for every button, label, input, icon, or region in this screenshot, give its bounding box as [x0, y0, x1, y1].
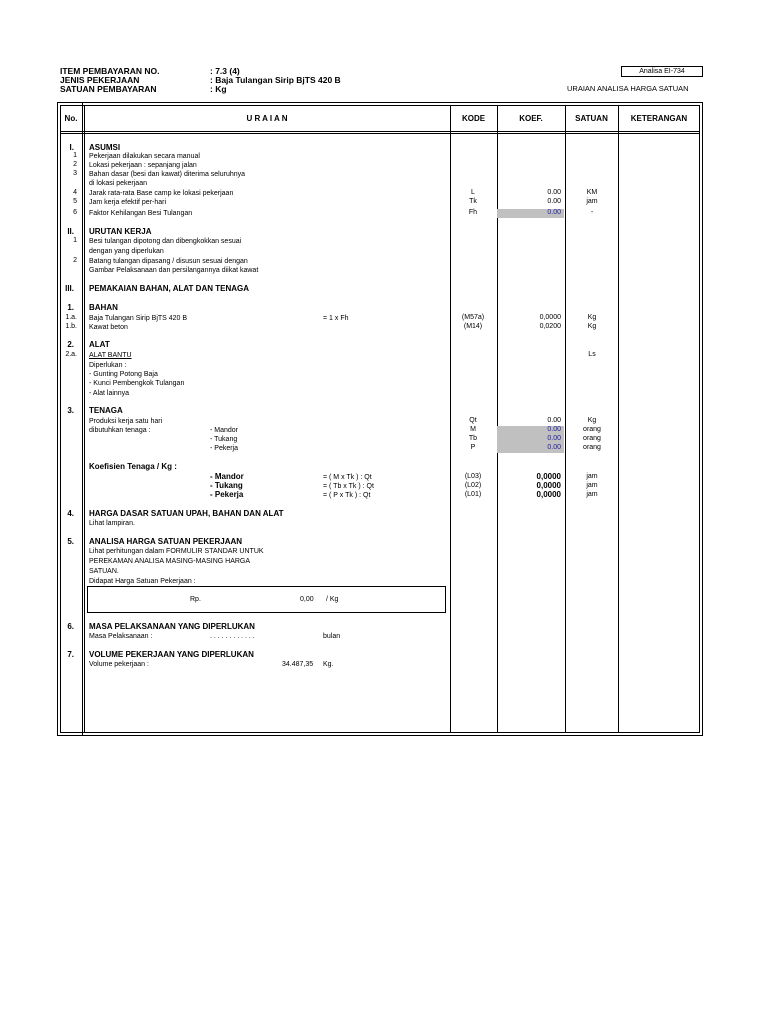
- alat-text: Diperlukan :: [89, 362, 127, 369]
- col-header-kode: KODE: [461, 114, 486, 123]
- koef-cell: 0,0200: [539, 323, 561, 330]
- koef-cell: 0.00: [547, 426, 561, 433]
- asumsi-text: di lokasi pekerjaan: [89, 180, 147, 187]
- asumsi-text: Faktor Kehilangan Besi Tulangan: [89, 210, 193, 217]
- row-number: 2: [73, 257, 77, 264]
- section-title-volume: VOLUME PEKERJAAN YANG DIPERLUKAN: [89, 650, 254, 659]
- row-number: 1.a.: [65, 314, 77, 321]
- asumsi-text: Bahan dasar (besi dan kawat) diterima seluruhnya: [89, 171, 246, 178]
- col-header-keterangan: KETERANGAN: [630, 114, 688, 123]
- section-number: II.: [67, 227, 74, 236]
- asumsi-text: Jarak rata-rata Base camp ke lokasi pekerjaan: [89, 190, 234, 197]
- masa-dots: . . . . . . . . . . . .: [210, 633, 255, 640]
- col-header-no: No.: [64, 114, 78, 123]
- kode-cell: (M57a): [461, 314, 485, 321]
- koef-cell: 0,0000: [539, 314, 561, 321]
- kode-cell: (L01): [464, 491, 482, 498]
- row-number: 2: [73, 161, 77, 168]
- alat-text: - Kunci Pembengkok Tulangan: [89, 380, 185, 387]
- section-title-asumsi: ASUMSI: [89, 143, 121, 152]
- section-number: 2.: [67, 340, 74, 349]
- jenis-pekerjaan-value: : Baja Tulangan Sirip BjTS 420 B: [210, 75, 341, 85]
- section-number: 4.: [67, 509, 74, 518]
- satuan-cell: Kg: [587, 323, 597, 330]
- section-number: 1.: [67, 303, 74, 312]
- koef-worker-name: - Tukang: [210, 481, 243, 490]
- col-header-uraian: U R A I A N: [246, 114, 288, 123]
- section-title-tenaga: TENAGA: [89, 406, 123, 415]
- section-title-urutan-kerja: URUTAN KERJA: [89, 227, 152, 236]
- worker-name: - Pekerja: [210, 445, 239, 452]
- item-pembayaran-label: ITEM PEMBAYARAN NO.: [60, 66, 160, 76]
- koef-formula: = ( Tb x Tk ) : Qt: [323, 483, 374, 490]
- dibutuhkan-text: dibutuhkan tenaga :: [89, 427, 151, 434]
- analysis-code-box: Analisa EI-734: [621, 66, 703, 77]
- koef-cell: 0.00: [547, 198, 561, 205]
- koef-cell: 0.00: [547, 209, 561, 216]
- kode-cell: Fh: [468, 209, 478, 216]
- kode-cell: M: [470, 426, 476, 433]
- column-divider: [84, 105, 85, 733]
- satuan-pembayaran-value: : Kg: [210, 84, 227, 94]
- satuan-cell: -: [590, 209, 594, 216]
- section-title-pemakaian: PEMAKAIAN BAHAN, ALAT DAN TENAGA: [89, 284, 249, 293]
- jenis-pekerjaan-label: JENIS PEKERJAAN: [60, 75, 140, 85]
- analisa-text: PEREKAMAN ANALISA MASING-MASING HARGA: [89, 558, 251, 565]
- koef-formula: = ( P x Tk ) : Qt: [323, 492, 371, 499]
- col-header-koef: KOEF.: [519, 114, 543, 123]
- asumsi-text: Jam kerja efektif per-hari: [89, 199, 167, 206]
- satuan-cell: jam: [586, 473, 598, 480]
- asumsi-text: Lokasi pekerjaan : sepanjang jalan: [89, 162, 197, 169]
- column-divider: [82, 102, 83, 736]
- koef-formula: = ( M x Tk ) : Qt: [323, 474, 372, 481]
- kode-cell: P: [470, 444, 476, 451]
- satuan-cell: orang: [583, 426, 601, 433]
- koef-cell: 0,0000: [536, 490, 561, 499]
- satuan-cell: Kg: [587, 314, 597, 321]
- analisa-text: Didapat Harga Satuan Pekerjaan :: [89, 578, 196, 585]
- satuan-cell: orang: [583, 435, 601, 442]
- section-title-masa: MASA PELAKSANAAN YANG DIPERLUKAN: [89, 622, 255, 631]
- worker-name: - Mandor: [210, 427, 239, 434]
- asumsi-text: Pekerjaan dilakukan secara manual: [89, 153, 200, 160]
- section-number: 5.: [67, 537, 74, 546]
- koef-worker-name: - Mandor: [210, 472, 244, 481]
- satuan-pembayaran-label: SATUAN PEMBAYARAN: [60, 84, 157, 94]
- bahan-formula: = 1 x Fh: [323, 315, 349, 322]
- urutan-text: Batang tulangan dipasang / disusun sesuai dengan: [89, 258, 248, 265]
- section-number: I.: [69, 143, 74, 152]
- satuan-cell: Ls: [588, 351, 596, 358]
- worker-name: - Tukang: [210, 436, 238, 443]
- rp-label: Rp.: [190, 596, 201, 603]
- alat-bantu-name: ALAT BANTU: [89, 352, 132, 359]
- koef-cell: 0.00: [547, 435, 561, 442]
- urutan-text: dengan yang diperlukan: [89, 248, 164, 255]
- section-title-bahan: BAHAN: [89, 303, 118, 312]
- section-number: III.: [65, 284, 74, 293]
- koefisien-tenaga-title: Koefisien Tenaga / Kg :: [89, 462, 177, 471]
- koef-cell: 0,0000: [536, 481, 561, 490]
- urutan-text: Gambar Pelaksanaan dan persilangannya diikat kawat: [89, 267, 259, 274]
- row-number: 2.a.: [65, 351, 77, 358]
- document-subtitle: URAIAN ANALISA HARGA SATUAN: [567, 84, 689, 93]
- section-number: 7.: [67, 650, 74, 659]
- koef-cell: 0,0000: [536, 472, 561, 481]
- section-title-harga-dasar: HARGA DASAR SATUAN UPAH, BAHAN DAN ALAT: [89, 509, 284, 518]
- row-number: 5: [73, 198, 77, 205]
- analisa-text: Lihat perhitungan dalam FORMULIR STANDAR UNTUK: [89, 548, 264, 555]
- row-number: 4: [73, 189, 77, 196]
- satuan-cell: orang: [583, 444, 601, 451]
- urutan-text: Besi tulangan dipotong dan dibengkokkan sesuai: [89, 238, 242, 245]
- harga-satuan-box: [87, 586, 446, 613]
- satuan-cell: jam: [586, 491, 598, 498]
- masa-label: Masa Pelaksanaan :: [89, 633, 153, 640]
- column-divider: [618, 105, 619, 733]
- koef-worker-name: - Pekerja: [210, 490, 244, 499]
- header-divider: [60, 131, 700, 132]
- section-title-alat: ALAT: [89, 340, 110, 349]
- harga-dasar-text: Lihat lampiran.: [89, 520, 135, 527]
- item-pembayaran-value: : 7.3 (4): [210, 66, 240, 76]
- section-title-analisa: ANALISA HARGA SATUAN PEKERJAAN: [89, 537, 243, 546]
- produksi-text: Produksi kerja satu hari: [89, 418, 163, 425]
- kode-cell: L: [471, 189, 475, 196]
- row-number: 6: [73, 209, 77, 216]
- row-number: 1: [73, 152, 77, 159]
- row-number: 1.b.: [65, 323, 77, 330]
- kode-cell: (L03): [464, 473, 482, 480]
- satuan-cell: Kg: [587, 417, 597, 424]
- kode-cell: Qt: [469, 417, 477, 424]
- col-header-satuan: SATUAN: [575, 114, 608, 123]
- kode-cell: Tk: [469, 198, 477, 205]
- harga-satuan-unit: / Kg: [326, 596, 339, 603]
- section-number: 6.: [67, 622, 74, 631]
- bahan-text: Baja Tulangan Sirip BjTS 420 B: [89, 315, 188, 322]
- kode-cell: (M14): [463, 323, 483, 330]
- kode-cell: Tb: [468, 435, 478, 442]
- volume-label: Volume pekerjaan :: [89, 661, 149, 668]
- bahan-text: Kawat beton: [89, 324, 128, 331]
- volume-unit: Kg.: [323, 661, 334, 668]
- koef-cell: 0.00: [547, 444, 561, 451]
- alat-text: - Alat lainnya: [89, 390, 130, 397]
- satuan-cell: KM: [586, 189, 598, 196]
- satuan-cell: jam: [586, 198, 598, 205]
- koef-cell: 0.00: [547, 189, 561, 196]
- satuan-cell: jam: [586, 482, 598, 489]
- section-number: 3.: [67, 406, 74, 415]
- alat-text: - Gunting Potong Baja: [89, 371, 158, 378]
- header-divider: [60, 133, 700, 134]
- volume-value: 34.487,35: [282, 661, 314, 668]
- koef-cell: 0.00: [547, 417, 561, 424]
- harga-satuan-amount: 0,00: [300, 596, 314, 603]
- kode-cell: (L02): [464, 482, 482, 489]
- row-number: 3: [73, 170, 77, 177]
- row-number: 1: [73, 237, 77, 244]
- masa-unit: bulan: [323, 633, 341, 640]
- analisa-text: SATUAN.: [89, 568, 119, 575]
